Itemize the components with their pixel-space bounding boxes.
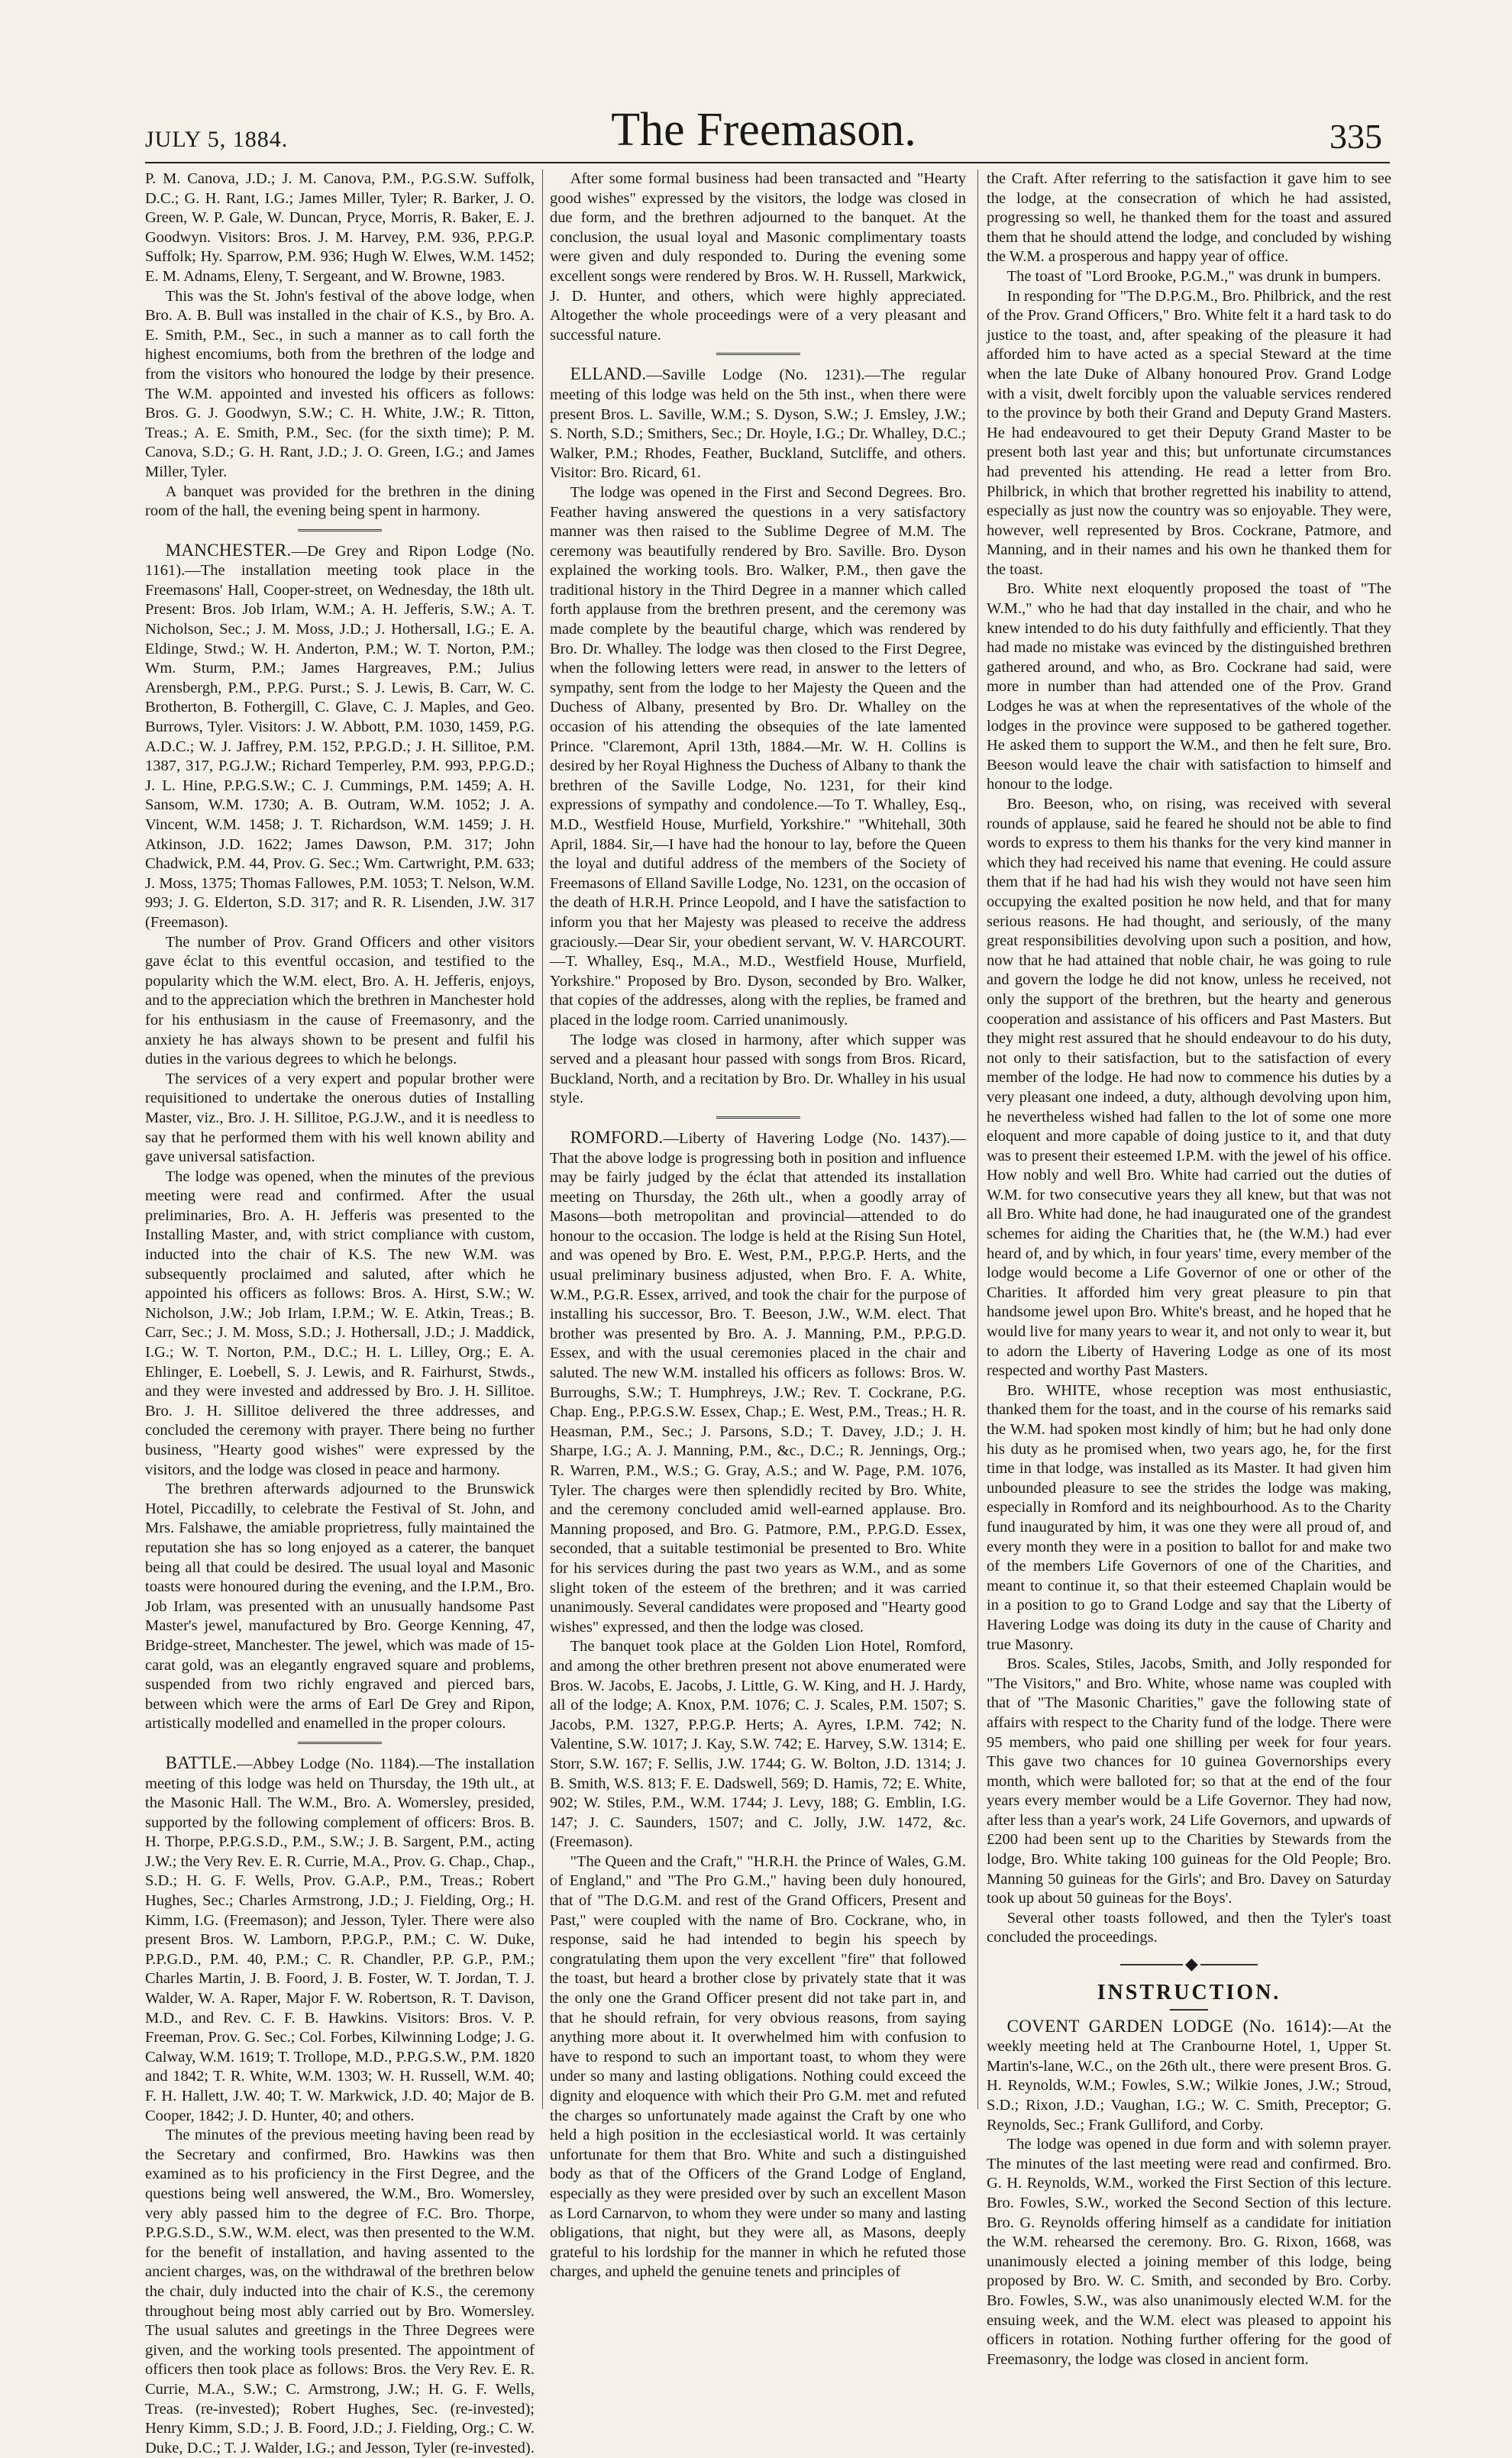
report-elland: ELLAND.—Saville Lodge (No. 1231).—The regular meeting of this lodge was held on the 5th inst., when there were present Bros. L. Saville, W.M.; S. Dyson, S.W.; J. Emsley, J.W.; S. North, S.D.; Smithers, Sec.; Dr. Hoyle, I.G.; Dr. Whalley, D.C.; Walker, P.M.; Rhodes, Feather, Buckland, Sutcliffe, and others. Visitor: Bro. Ricard, 61. [550, 364, 966, 482]
article-paragraph: Bros. Scales, Stiles, Jacobs, Smith, and Jolly responded for "The Visitors," and Bro. White, whose name was coupled with that of "The Masonic Charities," gave the following state of affairs with respect to the Charity fund of the lodge. There were 95 members, who paid one shilling per week for four years. This gave two chances for 10 guinea Governorships every month, which were balloted for; so that at the end of the four years every member would be a Life Governor. They had now, after less than a year's work, 24 Life Governors, and upwards of £200 had been sent up to the Charities by Stewards from the lodge, Bro. White taking 100 guineas for the Old People; Bro. Manning 50 guineas for the Girls'; and Bro. Davey on Saturday took up about 50 guineas for the Boys'. [987, 1655, 1391, 1907]
article-paragraph: After some formal business had been transacted and "Hearty good wishes" expressed by the visitors, the lodge was closed in due form, and the brethren adjourned to the banquet. At the conclusion, the usual loyal and Masonic complimentary toasts were given and duly responded to. During the evening some excellent songs were rendered by Bros. W. H. Russell, Markwick, J. D. Hunter, and others, which were highly appreciated. Altogether the whole proceedings were of a very pleasant and successful nature. [550, 170, 966, 344]
article-paragraph: "The Queen and the Craft," "H.R.H. the Prince of Wales, G.M. of England," and "The Pro G.M.," having been duly honoured, that of "The D.G.M. and rest of the Grand Officers, Present and Past," were coupled with the name of Bro. Cockrane, who, in response, said he had intended to begin his speech by congratulating them upon the very excellent "fire" that followed the toast, but heard a brother close by privately state that it was the only one the Grand Officer present did not take part in, and that he should refrain, for very obvious reasons, from saying anything more about it. It overwhelmed him with confusion to have to respond to such an important toast, to whom they were under so many and lasting obligations. Nothing could exceed the dignity and eloquence with which their Pro G.M. met and refuted the charges so unfortunately made against the Craft by one who held a high position in the ecclesiastical world. It was certainly unfortunate for them that Bro. White and such a distinguished body as that of the Officers of the Grand Lodge of England, especially as they were presided over by such an excellent Mason as Lord Carnarvon, to whom they were under so many and lasting obligations, that night, but they were all, as Masons, deeply grateful to his lordship for the manner in which he refuted those charges, and upheld the genuine tenets and principles of [550, 1852, 966, 2281]
masthead [145, 105, 1382, 154]
newspaper-title: The Freemason. [611, 104, 916, 156]
column-divider [977, 170, 978, 2109]
column-1 [145, 170, 535, 2456]
article-paragraph: The services of a very expert and popular brother were requisitioned to undertake the onerous duties of Installing Master, viz., Bro. J. H. Sillitoe, P.G.J.W., and it is needless to say that he performed them with his well known ability and gave universal satisfaction. [145, 1070, 535, 1166]
column-divider [542, 170, 543, 2109]
section-separator [1170, 2009, 1208, 2011]
article-paragraph: Bro. Beeson, who, on rising, was received with several rounds of applause, said he feared he should not be able to find words to express to them his thanks for the very kind manner in which they had received his name that evening. He could assure them that if he had had his wish they would not have seen him occupying the exalted position he now held, and that for many serious reasons. He had thought, and seriously, of the many great responsibilities devolving upon such a position, and how, now that he had attained that noble chair, he was going to rule and govern the lodge he did not know, unless he received, not only the support of the brethren, but the hearty and generous cooperation and assistance of his officers and Past Masters. But they might rest assured that he should endeavour to do his duty, not only to their satisfaction, but to the satisfaction of every member of the lodge. He had now to commence his duties by a very pleasant one indeed, a duty, although devolving upon him, he nevertheless wished had fallen to the lot of some one more eloquent and more capable of doing justice to it, and that duty was to present their esteemed I.P.M. with the jewel of his office. How nobly and well Bro. White had carried out the duties of W.M. for two consecutive years they all knew, but that was not all Bro. White had done, he had inaugurated one of the grandest schemes for aiding the Charities that, he (the W.M.) had ever heard of, and by which, in four years' time, every member of the lodge would become a Life Governor of one or other of the Charities. It afforded him very great pleasure to pin that handsome jewel upon Bro. White's breast, and he hoped that he would live for many years to wear it, and not only to wear it, but to adorn the Liberty of Havering Lodge as one of its most respected and worthy Past Masters. [987, 796, 1391, 1380]
article-paragraph: This was the St. John's festival of the above lodge, when Bro. A. B. Bull was installed in the chair of K.S., by Bro. A. E. Smith, P.M., Sec., in such a manner as to call forth the highest encomiums, both from the brethren of the lodge and from the visitors who honoured the lodge by their presence. The W.M. appointed and invested his officers as follows: Bros. G. J. Goodwyn, S.W.; C. H. White, J.W.; R. Titton, Treas.; A. E. Smith, P.M., Sec. (for the sixth time); P. M. Canova, S.D.; G. H. Rant, J.D.; J. O. Green, I.G.; and James Miller, Tyler. [145, 287, 535, 480]
article-paragraph: The brethren afterwards adjourned to the Brunswick Hotel, Piccadilly, to celebrate the Festival of St. John, and Mrs. Falshawe, the amiable proprietress, fully maintained the reputation she has so long enjoyed as a caterer, the banquet being all that could be desired. The usual loyal and Masonic toasts were honoured during the evening, and the I.P.M., Bro. Job Irlam, was presented with an unusually handsome Past Master's jewel, manufactured by Bro. George Kenning, 47, Bridge-street, Manchester. The jewel, which was made of 15-carat gold, was an elegantly engraved square and problems, suspended from two richly engraved and pierced bars, between which were the arms of Earl De Grey and Ripon, artistically modelled and enamelled in the proper colours. [145, 1481, 535, 1733]
report-romford: ROMFORD.—Liberty of Havering Lodge (No. 1437).—That the above lodge is progressing both in position and influence may be fairly judged by the éclat that attended its installation meeting on Thursday, the 26th ult., when a goodly array of Masons—both metropolitan and provincial—attended to do honour to the occasion. The lodge is held at the Rising Sun Hotel, and was opened by Bro. E. West, P.M., P.P.G.P. Herts, and the usual preliminary business adjusted, when Bro. F. A. White, W.M., P.G.R. Essex, arrived, and took the chair for the purpose of installing his successor, Bro. T. Beeson, J.W., W.M. elect. That brother was presented by Bro. A. J. Manning, P.M., P.P.G.D. Essex, and with the usual ceremonies placed in the chair and saluted. The new W.M. installed his officers as follows: Bros. W. Burroughs, S.W.; T. Humphreys, J.W.; Rev. T. Cockrane, P.G. Chap. Eng., P.P.G.S.W. Essex, Chap.; E. West, P.M., Treas.; H. R. Heasman, P.M., Sec.; J. Parsons, S.D.; T. Davey, J.D.; J. H. Sharpe, I.G.; A. J. Manning, P.M., &c., D.C.; R. Jennings, Org.; R. Warren, P.M., W.S.; G. Gray, A.S.; and W. Page, P.M. 1076, Tyler. The charges were then splendidly recited by Bro. White, and the ceremony concluded amid well-earned applause. Bro. Manning proposed, and Bro. G. Patmore, P.M., P.P.G.D. Essex, seconded, that a suitable testimonial be presented to Bro. White for his services during the past two years as W.M., and as some slight token of the esteem of the brethren; and it was carried unanimously. Several candidates were proposed and "Hearty good wishes" expressed, and then the lodge was closed. [550, 1127, 966, 1636]
article-paragraph: The banquet took place at the Golden Lion Hotel, Romford, and among the other brethren present not above enumerated were Bros. W. Jacobs, E. Jacobs, J. Little, G. W. King, and H. J. Hardy, all of the lodge; A. Knox, P.M. 1076; C. J. Scales, P.M. 1507; S. Jacobs, P.M. 1327, P.P.G.P. Herts; A. Ayres, I.P.M. 742; N. Valentine, S.W. 1017; J. Kay, S.W. 742; E. Harvey, S.W. 1314; E. Storr, S.W. 167; F. Sellis, J.W. 1744; G. W. Bolton, J.D. 1314; J. B. Smith, W.S. 813; F. E. Dadswell, 569; D. Hamis, 72; E. White, 902; W. Stiles, P.M., W.M. 1744; J. Levy, 188; G. Emblin, I.G. 147; J. C. Saunders, 1507; and C. Jolly, J.W. 1472, &c. (Freemason). [550, 1638, 966, 1851]
section-title-elland: ELLAND. [570, 364, 647, 384]
column-3 [987, 170, 1391, 2368]
report-covent-garden: COVENT GARDEN LODGE (No. 1614):—At the weekly meeting held at The Cranbourne Hotel, 1, Upper St. Martin's-lane, W.C., on the 26th ult., there were present Bros. G. H. Reynolds, W.M.; Fowles, S.W.; Wilkie Jones, J.W.; Stroud, S.D.; Rixon, J.D.; Vaughan, I.G.; W. C. Smith, Preceptor; G. Reynolds, Sec.; Frank Gulliford, and Corby. [987, 2016, 1391, 2133]
article-paragraph: Several other toasts followed, and then the Tyler's toast concluded the proceedings. [987, 1909, 1391, 1946]
section-title-battle: BATTLE. [165, 1752, 237, 1772]
article-paragraph: Bro. White next eloquently proposed the toast of "The W.M.," who he had that day installed in the chair, and who he knew intended to do his duty faithfully and efficiently. That they had made no mistake was evinced by the distinguished brethren gathered around, and who, as Bro. Cockrane had said, were more in number than had attended one of the Prov. Grand Lodges he was at when the representatives of the whole of the lodges in the province were supposed to be gathered together. He asked them to support the W.M., and then he felt sure, Bro. Beeson would leave the chair with satisfaction to himself and honour to the lodge. [987, 580, 1391, 793]
section-separator [298, 1742, 382, 1744]
section-heading-instruction: INSTRUCTION. [1097, 1981, 1281, 2005]
section-title-covent-garden: COVENT GARDEN LODGE (No. 1614): [1006, 2016, 1333, 2036]
article-paragraph: the Craft. After referring to the satisfaction it gave him to see the lodge, at the consecration of which he had assisted, progressing so well, he thanked them for the toast and assured them that he should attend the lodge, and concluded by wishing the W.M. a prosperous and happy year of office. [987, 170, 1391, 266]
article-paragraph: The minutes of the previous meeting having been read by the Secretary and confirmed, Bro. Hawkins was then examined as to his proficiency in the First Degree, and the questions being well answered, the W.M., Bro. Womersley, very ably passed him to the degree of F.C. Bro. Thorpe, P.P.G.S.D., S.W., W.M. elect, was then presented to the W.M. for the benefit of installation, and having assented to the ancient charges, was, on the withdrawal of the brethren below the chair, duly inducted into the chair of K.S., the ceremony throughout being most ably carried out by Bro. Womersley. The usual salutes and greetings in the Three Degrees were given, and the working tools presented. The appointment of officers then took place as follows: Bros. the Very Rev. E. R. Currie, M.A., S.W.; C. Armstrong, J.W.; H. G. F. Wells, Treas. (re-invested); Robert Hughes, Sec. (re-invested); Henry Kimm, S.D.; J. B. Foord, J.D.; J. Fielding, Org.; C. W. Duke, D.C.; T. J. Walder, I.G.; and Jesson, Tyler (re-invested). [145, 2127, 535, 2456]
report-manchester: MANCHESTER.—De Grey and Ripon Lodge (No. 1161).—The installation meeting took place in the Freemasons' Hall, Cooper-street, on Wednesday, the 18th ult. Present: Bros. Job Irlam, W.M.; A. H. Jefferis, S.W.; A. T. Nicholson, Sec.; J. M. Moss, J.D.; J. Hothersall, I.G.; E. A. Eldinge, Stwd.; W. H. Anderton, P.M.; W. T. Norton, P.M.; Wm. Sturm, P.M.; James Hargreaves, P.M.; Julius Arensbergh, P.M., P.P.G. Purst.; S. J. Lewis, B. Carr, W. C. Brotherton, B. Fothergill, C. Glave, C. J. Maples, and Geo. Burrows, Tyler. Visitors: J. W. Abbott, P.M. 1030, 1459, P.G. A.D.C.; W. J. Jaffrey, P.M. 152, P.P.G.D.; J. H. Sillitoe, P.M. 1387, 317, P.G.J.W.; Richard Temperley, P.M. 993, P.P.G.D.; J. L. Hine, P.P.G.S.W.; C. J. Cummings, P.M. 1459; A. H. Sansom, W.M. 1730; A. B. Outram, W.M. 1052; J. A. Vincent, W.M. 1458; J. T. Richardson, W.M. 1459; J. H. Atkinson, J.D. 1622; James Dawson, P.M. 317; John Chadwick, P.M. 44, Prov. G. Sec.; Wm. Cartwright, P.M. 633; J. Moss, 1375; Thomas Fallowes, P.M. 1053; T. Nelson, W.M. 993; J. G. Elderton, S.D. 317; and R. R. Lisenden, J.W. 317 (Freemason). [145, 540, 535, 931]
article-paragraph: In responding for "The D.P.G.M., Bro. Philbrick, and the rest of the Prov. Grand Officers," Bro. White felt it a hard task to do justice to the toast, and, after speaking of the pleasure it had afforded him to have acted as a special Steward at the time when the late Duke of Albany honoured Prov. Grand Lodge with a visit, dwelt forcibly upon the valuable services rendered to the province by both their Grand and Deputy Grand Masters. He had endeavoured to get their Deputy Grand Master to be present both last year and this; but unfortunate circumstances had prevented his attending. He read a letter from Bro. Philbrick, in which that brother regretted his inability to attend, especially as just now the country was so enjoyable. They were, however, well represented by Bros. Cockrane, Patmore, and Manning, and in their names and his own he thanked them for the toast. [987, 287, 1391, 578]
diamond-ornament-icon: ◆ [1183, 1954, 1200, 1974]
report-battle: BATTLE.—Abbey Lodge (No. 1184).—The installation meeting of this lodge was held on Thursday, the 19th ult., at the Masonic Hall. The W.M., Bro. A. Womersley, presided, supported by the following complement of officers: Bros. B. H. Thorpe, P.P.G.S.D., P.M., S.W.; J. B. Sargent, P.M., acting J.W.; the Very Rev. E. R. Currie, M.A., Prov. G. Chap., Chap., S.D.; H. G. F. Wells, Prov. G.A.P., P.M., Treas.; Robert Hughes, Sec.; Charles Armstrong, J.D.; J. Fielding, Org.; H. Kimm, I.G. (Freemason); and Jesson, Tyler. There were also present Bros. W. Lamborn, P.P.G.P., P.M.; C. W. Duke, P.P.G.D., P.M. 40, P.M.; C. R. Chandler, P.P. G.P., P.M.; Charles Martin, J. B. Foord, J. B. Foster, W. T. Jordan, T. J. Walder, W. A. Raper, Major F. W. Robertson, R. T. Davison, M.D., and Rev. C. F. B. Hawkins. Visitors: Bros. V. P. Freeman, Prov. G. Sec.; Col. Forbes, Kilwinning Lodge; J. G. Calway, W.M. 1619; T. Trollope, M.D., P.P.G.S.W., P.M. 1820 and 1842; T. R. White, W.M. 1303; W. H. Russell, W.M. 40; F. H. Hallett, J.W. 40; T. W. Markwick, J.D. 40; Major de B. Cooper, 1842; J. D. Hunter, 40; and others. [145, 1752, 535, 2124]
article-paragraph: The lodge was opened in the First and Second Degrees. Bro. Feather having answered the questions in a very satisfactory manner was then raised to the Sublime Degree of M.M. The ceremony was beautifully rendered by Bro. Saville. Bro. Dyson explained the working tools. Bro. Walker, P.M., then gave the traditional history in the Third Degree in a manner which called forth applause from the brethren present, and the ceremony was made complete by the beautiful charge, which was rendered by Bro. Dr. Whalley. The lodge was then closed to the First Degree, when the following letters were read, in answer to the letters of sympathy, sent from the lodge to her Majesty the Queen and the Duchess of Albany, presented by Bro. Dr. Whalley on the occasion of his attending the obsequies of the late lamented Prince. "Claremont, April 13th, 1884.—Mr. W. H. Collins is desired by her Royal Highness the Duchess of Albany to thank the brethren of the Saville Lodge, No. 1231, for their kind expressions of sympathy and condolence.—To T. Whalley, Esq., M.D., Westfield House, Murfield, Yorkshire." "Whitehall, 30th April, 1884. Sir,—I have had the honour to lay, before the Queen the loyal and dutiful address of the members of the Society of Freemasons of Elland Saville Lodge, No. 1231, on the occasion of the death of H.R.H. Prince Leopold, and I have the satisfaction to inform you that her Majesty was pleased to receive the address graciously.—Dear Sir, your obedient servant, W. V. HARCOURT.—T. Whalley, Esq., M.A., M.D., Westfield House, Murfield, Yorkshire." Proposed by Bro. Dyson, seconded by Bro. Walker, that copies of the addresses, along with the replies, be framed and placed in the lodge room. Carried unanimously. [550, 483, 966, 1029]
article-paragraph: A banquet was provided for the brethren in the dining room of the hall, the evening being spent in harmony. [145, 483, 535, 520]
header-rule [145, 162, 1390, 163]
article-paragraph: The lodge was opened, when the minutes of the previous meeting were read and confirmed. After the usual preliminaries, Bro. A. H. Jefferis was presented to the Installing Master, and, with strict compliance with custom, inducted into the chair of K.S. The new W.M. was subsequently proclaimed and saluted, after which he appointed his officers as follows: Bros. A. Hirst, S.W.; W. Nicholson, J.W.; Job Irlam, I.P.M.; W. E. Atkin, Treas.; B. Carr, Sec.; J. M. Moss, S.D.; J. Hothersall, J.D.; J. Maddick, I.G.; W. T. Norton, P.M., D.C.; H. L. Lilley, Org.; E. A. Ehlinger, E. Loebell, S. J. Lewis, and R. Fairhurst, Stwds., and they were invested and addressed by Bro. J. H. Sillitoe. Bro. J. H. Sillitoe delivered the three addresses, and concluded the ceremony with prayer. There being no further business, "Hearty good wishes" were expressed by the visitors, and the lodge was closed in peace and harmony. [145, 1168, 535, 1478]
article-paragraph: The toast of "Lord Brooke, P.G.M.," was drunk in bumpers. [1006, 267, 1381, 285]
page-number: 335 [1329, 117, 1382, 156]
article-paragraph: The lodge was opened in due form and with solemn prayer. The minutes of the last meeting were read and confirmed. Bro. G. H. Reynolds, W.M., worked the First Section of this lecture. Bro. Fowles, S.W., worked the Second Section of this lecture. Bro. G. Reynolds offering himself as a candidate for initiation the W.M. rehearsed the ceremony. Bro. G. Rixon, 1668, was unanimously elected a joining member of this lodge, being proposed by Bro. W. C. Smith, and seconded by Bro. Corby. Bro. Fowles, S.W., was also unanimously elected W.M. for the ensuing week, and the W.M. elect was pleased to appoint his officers in rotation. Nothing further offering for the good of Freemasonry, the lodge was closed in ancient form. [987, 2136, 1391, 2368]
ornament-divider [1120, 1954, 1258, 1974]
section-separator [716, 1116, 800, 1119]
article-paragraph: The number of Prov. Grand Officers and other visitors gave éclat to this eventful occasion, and testified to the popularity which the W.M. elect, Bro. A. H. Jefferis, enjoys, and to the appreciation which the brethren in Manchester hold for his enthusiasm in the cause of Freemasonry, and the anxiety he has always shown to be present and fulfil his duties in the various degrees to which he belongs. [145, 933, 535, 1068]
article-paragraph: Bro. WHITE, whose reception was most enthusiastic, thanked them for the toast, and in the course of his remarks said the W.M. had spoken most kindly of him; but he had only done his duty as he promised when, two years ago, he, for the first time in that lodge, was installed as its Master. It had given him unbounded pleasure to see the strides the lodge was making, especially in Romford and its neighbourhood. As to the Charity fund inaugurated by him, it was one they were all proud of, and every month they were in a position to ballot for and make two of the members Life Governors of one of the Charities, and meant to continue it, so that their esteemed Chaplain would be in a position to go to Grand Lodge and say that the Liberty of Havering Lodge was doing its duty in the cause of Charity and true Masonry. [987, 1381, 1391, 1653]
section-title-romford: ROMFORD. [570, 1127, 664, 1147]
article-paragraph: The lodge was closed in harmony, after which supper was served and a pleasant hour passed with songs from Bros. Ricard, Buckland, North, and a recitation by Bro. Dr. Whalley in his usual style. [550, 1031, 966, 1107]
article-paragraph: P. M. Canova, J.D.; J. M. Canova, P.M., P.G.S.W. Suffolk, D.C.; G. H. Rant, I.G.; James Miller, Tyler; R. Barker, J. O. Green, W. P. Gale, W. Duncan, Pryce, Morris, R. Baker, E. J. Goodwyn. Visitors: Bros. J. M. Harvey, P.M. 936, P.P.G.P. Suffolk; Hy. Sparrow, P.M. 936; Hugh W. Elwes, W.M. 1452; E. M. Adnams, Eleny, T. Sergeant, and W. Browne, 1983. [145, 170, 535, 285]
column-2 [550, 170, 966, 2281]
issue-date: JULY 5, 1884. [145, 127, 289, 152]
section-title-manchester: MANCHESTER. [165, 540, 292, 560]
section-separator [298, 529, 382, 531]
section-separator [716, 353, 800, 355]
